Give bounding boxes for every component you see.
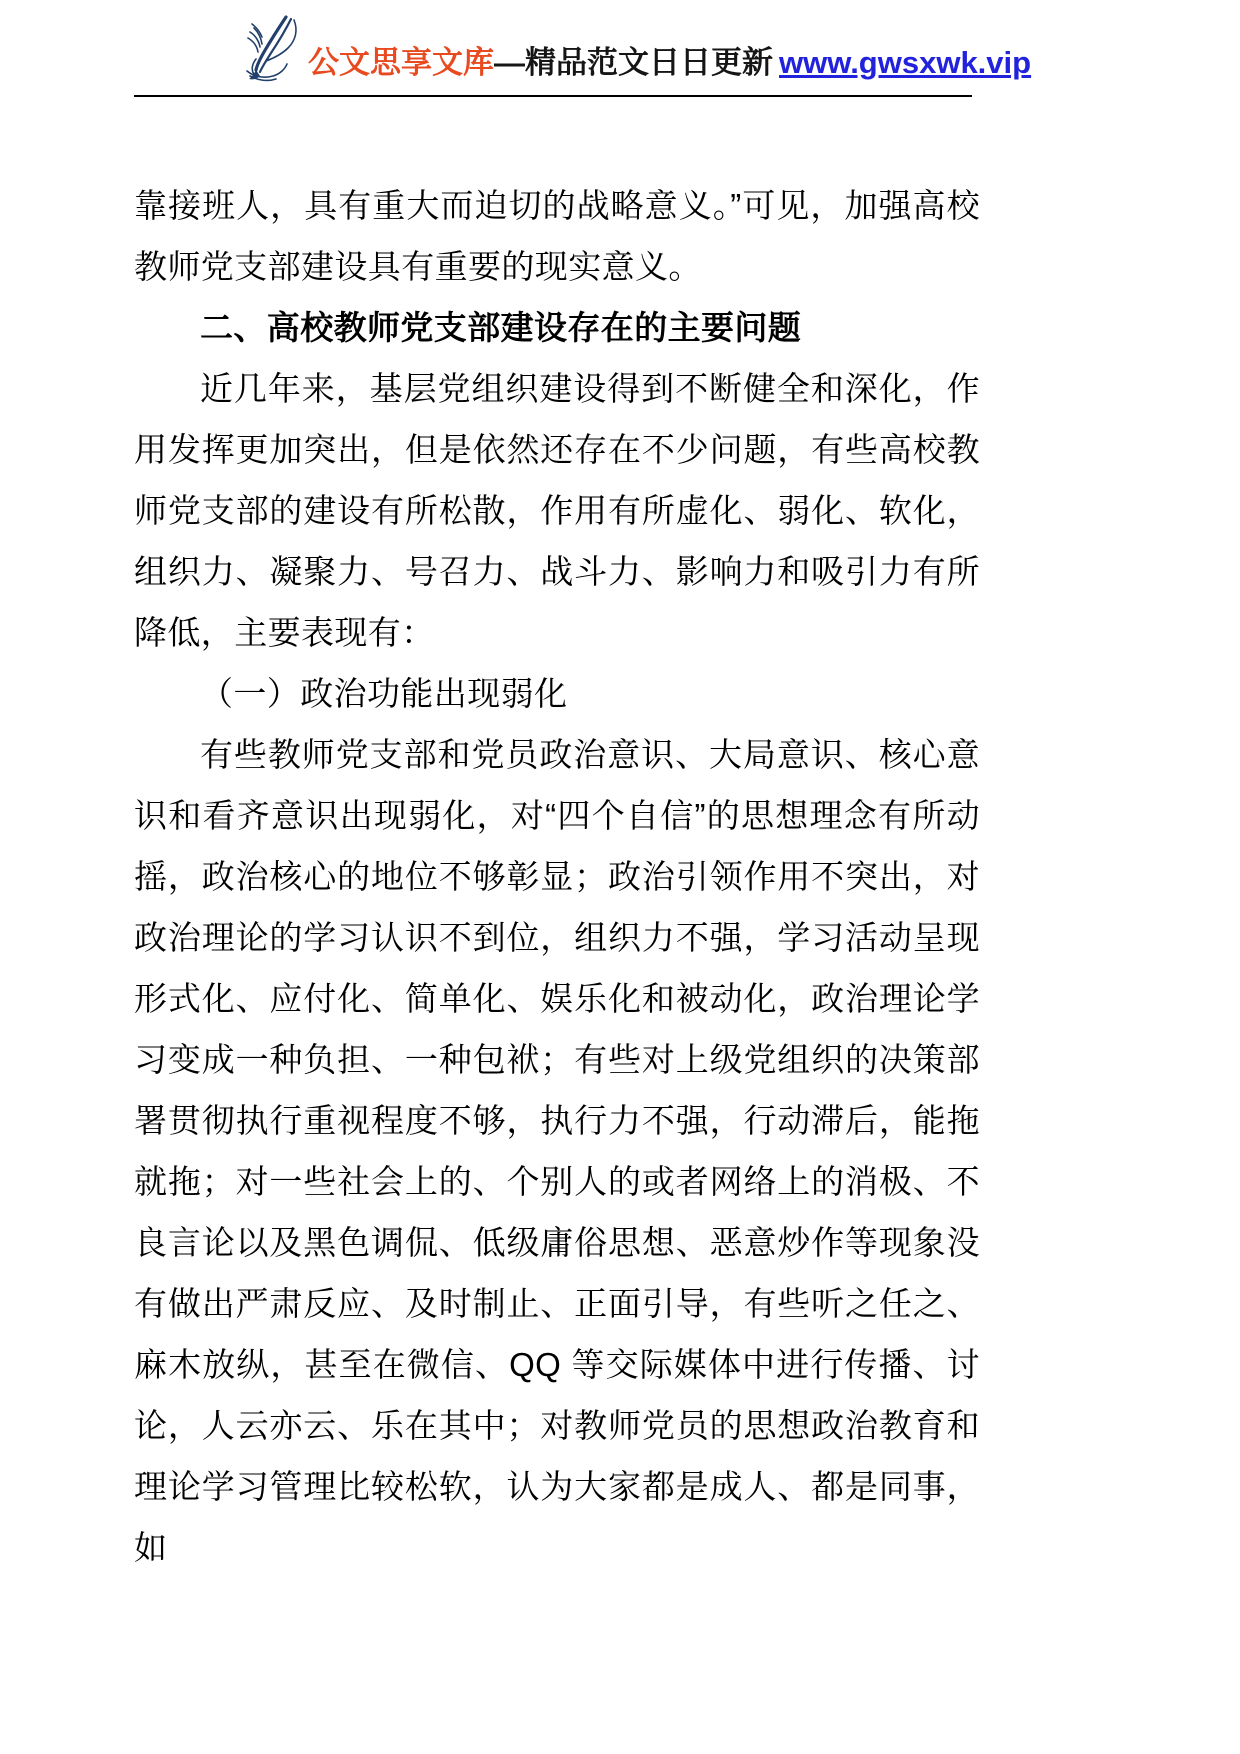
header-divider-rule [134,95,972,97]
brand-text-line [308,47,1031,82]
site-watermark-header [0,0,1240,100]
brand-tagline: —精品范文日日更新 [494,45,773,80]
paragraph-overview: 近几年来，基层党组织建设得到不断健全和深化，作用发挥更加突出，但是依然还存在不少问题，有些高校教师党支部的建设有所松散，作用有所虚化、弱化、软化，组织力、凝聚力、号召力、战斗力、影响力和吸引力有所降低，主要表现有： [134,370,980,651]
brand-url-link[interactable]: www.gwsxwk.vip [779,45,1032,80]
brand-name: 公文思享文库 [308,45,494,80]
brand-lockup [240,14,1031,82]
heading-subsection-one: （一）政治功能出现弱化 [200,675,568,712]
paragraph-political-function: 有些教师党支部和党员政治意识、大局意识、核心意识和看齐意识出现弱化，对“四个自信”的思想理念有所动摇，政治核心的地位不够彰显；政治引领作用不突出，对政治理论的学习认识不到位，组织力不强，学习活动呈现形式化、应付化、简单化、娱乐化和被动化，政治理论学习变成一种负担、一种包袱；有些对上级党组织的决策部署贯彻执行重视程度不够，执行力不强，行动滞后，能拖就拖；对一些社会上的、个别人的或者网络上的消极、不良言论以及黑色调侃、低级庸俗思想、恶意炒作等现象没有做出严肃反应、及时制止、正面引导，有些听之任之、麻木放纵，甚至在微信、QQ 等交际媒体中进行传播、讨论，人云亦云、乐在其中；对教师党员的思想政治教育和理论学习管理比较松软，认为大家都是成人、都是同事，如 [134,736,980,1566]
document-body [134,175,980,1578]
paragraph-continued: 靠接班人，具有重大而迫切的战略意义。”可见，加强高校教师党支部建设具有重要的现实意义。 [134,187,980,285]
calligraphy-quill-icon [240,14,302,82]
heading-section-two: 二、高校教师党支部建设存在的主要问题 [200,309,802,346]
